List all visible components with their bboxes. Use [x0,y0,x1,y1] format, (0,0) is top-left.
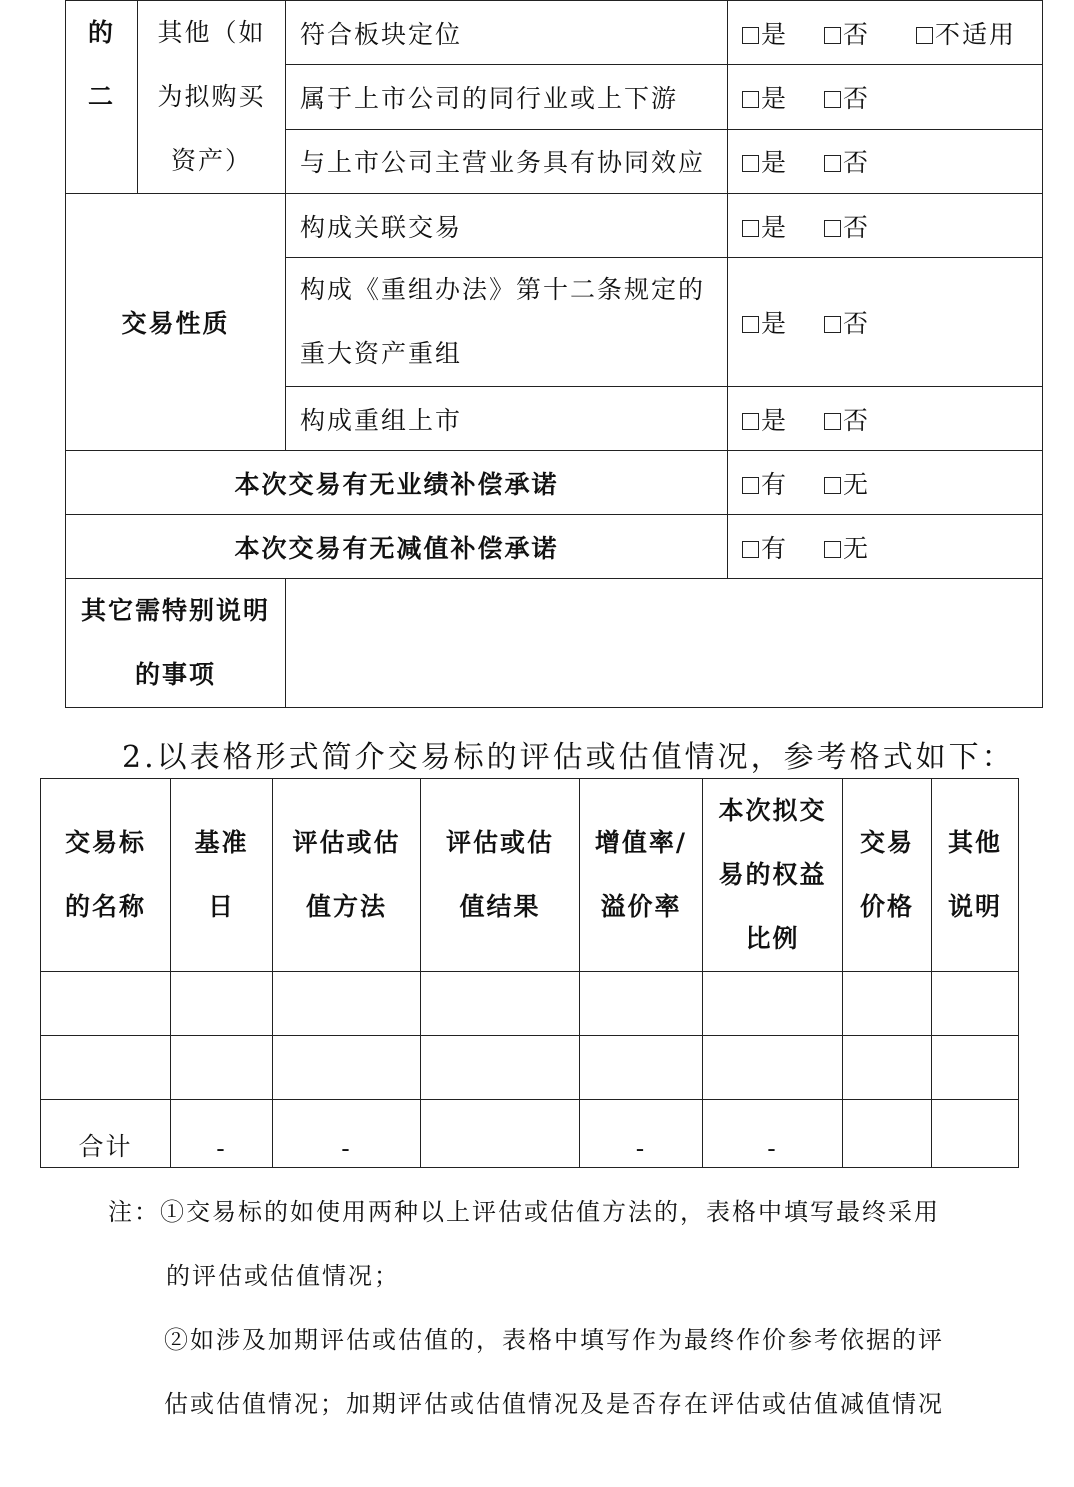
category-line: 其他（如 [157,18,266,47]
total-cell[interactable] [932,1100,1019,1168]
checkbox-option[interactable]: 是 [742,143,824,179]
checkbox-icon[interactable] [824,413,841,430]
checkbox-icon[interactable] [916,27,933,44]
transaction-info-table [65,0,1043,708]
header-cell: 增值率/ 溢价率 [580,779,703,972]
table-cell[interactable] [171,972,273,1036]
option-cell [728,387,1043,451]
checkbox-icon[interactable] [742,477,759,494]
item-label: 与上市公司主营业务具有协同效应 [286,129,728,193]
item-label: 属于上市公司的同行业或上下游 [286,65,728,129]
item-label: 构成《重组办法》第十二条规定的 重大资产重组 [286,258,728,387]
total-cell: - [171,1100,273,1168]
note-line: ②如涉及加期评估或估值的，表格中填写作为最终作价参考依据的评 [164,1326,944,1354]
table-cell[interactable] [703,972,843,1036]
commitment-label: 本次交易有无业绩补偿承诺 [66,451,728,515]
checkbox-icon[interactable] [742,91,759,108]
option-cell [728,451,1043,515]
option-cell [728,515,1043,579]
checkbox-icon[interactable] [824,477,841,494]
note-line: 估或估值情况；加期评估或估值情况及是否存在评估或估值减值情况 [164,1390,944,1418]
special-value[interactable] [286,579,1043,708]
checkbox-option[interactable]: 无 [824,529,870,565]
option-cell [728,258,1043,387]
checkbox-option[interactable]: 否 [824,15,916,51]
total-cell: 合计 [41,1100,171,1168]
left-col-line: 二 [87,82,115,111]
checkbox-icon[interactable] [824,316,841,333]
checkbox-icon[interactable] [824,541,841,558]
checkbox-option[interactable]: 是 [742,79,824,115]
item-label: 构成关联交易 [286,194,728,258]
header-cell: 其他 说明 [932,779,1019,972]
checkbox-icon[interactable] [824,155,841,172]
table-cell[interactable] [580,972,703,1036]
checkbox-icon[interactable] [742,316,759,333]
category-line: 资产） [170,146,252,175]
nature-title: 交易性质 [66,194,286,451]
item-label: 符合板块定位 [286,1,728,65]
total-cell[interactable] [843,1100,932,1168]
checkbox-option[interactable]: 否 [824,401,870,437]
total-row [41,1100,1019,1168]
checkbox-option[interactable]: 否 [824,79,870,115]
total-cell: - [703,1100,843,1168]
other-category-cell [138,1,286,194]
special-label: 其它需特别说明 的事项 [66,579,286,708]
header-cell: 评估或估 值方法 [273,779,421,972]
checkbox-icon[interactable] [824,27,841,44]
header-cell: 本次拟交 易的权益 比例 [703,779,843,972]
valuation-table [40,778,1019,1168]
checkbox-icon[interactable] [824,220,841,237]
commitment-label: 本次交易有无减值补偿承诺 [66,515,728,579]
item-label: 构成重组上市 [286,387,728,451]
checkbox-option[interactable]: 否 [824,304,870,340]
table-cell[interactable] [932,972,1019,1036]
table-cell[interactable] [703,1036,843,1100]
left-col-cell [66,1,138,194]
left-col-line: 的 [87,18,115,47]
option-cell [728,1,1043,65]
table-cell[interactable] [580,1036,703,1100]
table-row [41,972,1019,1036]
option-cell [728,65,1043,129]
table-cell[interactable] [843,1036,932,1100]
note-line: 的评估或估值情况； [166,1262,400,1290]
checkbox-option[interactable]: 无 [824,465,870,501]
total-cell: - [580,1100,703,1168]
table-cell[interactable] [421,1036,580,1100]
option-cell [728,194,1043,258]
header-cell: 交易 价格 [843,779,932,972]
checkbox-icon[interactable] [742,541,759,558]
checkbox-icon[interactable] [742,155,759,172]
checkbox-icon[interactable] [742,220,759,237]
table-row [41,1036,1019,1100]
checkbox-option[interactable]: 不适用 [916,15,1016,51]
category-line: 为拟购买 [157,82,266,111]
header-cell: 基准 日 [171,779,273,972]
checkbox-option[interactable]: 是 [742,208,824,244]
checkbox-option[interactable]: 是 [742,15,824,51]
note-line: 注：①交易标的如使用两种以上评估或估值方法的，表格中填写最终采用 [108,1198,940,1226]
table-cell[interactable] [843,972,932,1036]
notes [108,1180,1008,1436]
checkbox-option[interactable]: 有 [742,529,824,565]
total-cell[interactable] [421,1100,580,1168]
checkbox-icon[interactable] [824,91,841,108]
checkbox-option[interactable]: 有 [742,465,824,501]
table-cell[interactable] [171,1036,273,1100]
checkbox-option[interactable]: 是 [742,401,824,437]
table-cell[interactable] [273,1036,421,1100]
checkbox-icon[interactable] [742,27,759,44]
total-cell: - [273,1100,421,1168]
table-cell[interactable] [41,1036,171,1100]
checkbox-option[interactable]: 否 [824,143,870,179]
header-cell: 评估或估 值结果 [421,779,580,972]
option-cell [728,129,1043,193]
section-heading: 2.以表格形式简介交易标的评估或估值情况，参考格式如下： [122,740,1015,775]
table-cell[interactable] [421,972,580,1036]
table-cell[interactable] [932,1036,1019,1100]
header-row [41,779,1019,972]
checkbox-option[interactable]: 否 [824,208,870,244]
checkbox-option[interactable]: 是 [742,304,824,340]
table-cell[interactable] [273,972,421,1036]
checkbox-icon[interactable] [742,413,759,430]
header-cell: 交易标 的名称 [41,779,171,972]
table-cell[interactable] [41,972,171,1036]
